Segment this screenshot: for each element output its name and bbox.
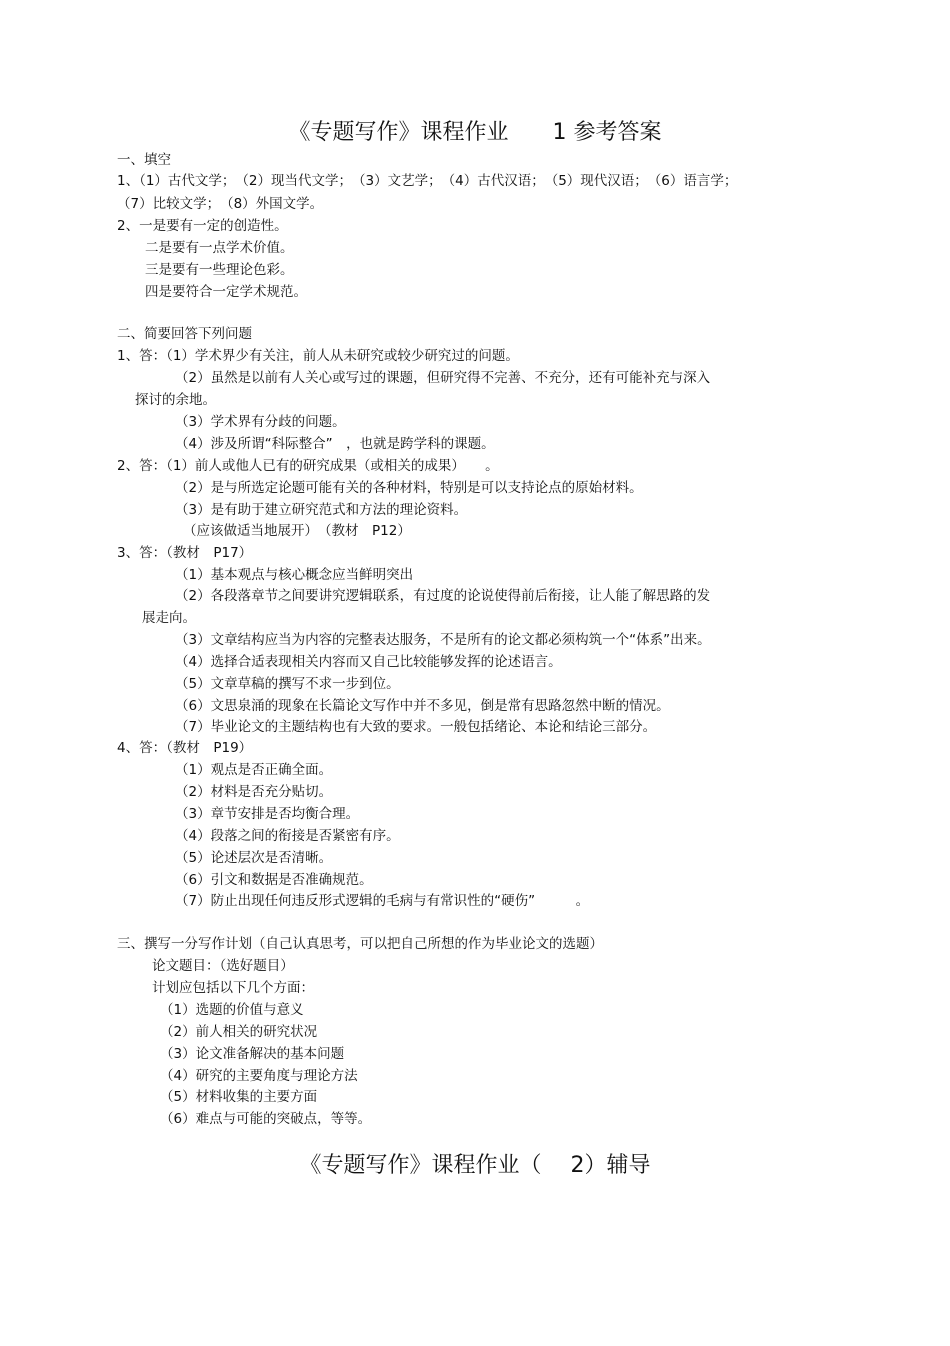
answer-3-line: （4）选择合适表现相关内容而又自己比较能够发挥的论述语言。 [175, 654, 562, 670]
answer-2-line: （2）是与所选定论题可能有关的各种材料，特别是可以支持论点的原始材料。 [175, 480, 643, 496]
second-document-title: 《专题写作》课程作业（ 2）辅导 [299, 1153, 651, 1178]
q2-answer-line-2: 二是要有一点学术价值。 [145, 240, 294, 256]
answer-1-line: 1、答：（1）学术界少有关注，前人从未研究或较少研究过的问题。 [117, 348, 519, 364]
answer-4-line: （7）防止出现任何违反形式逻辑的毛病与有常识性的“硬伤” 。 [175, 893, 590, 909]
answer-4-line: （2）材料是否充分贴切。 [175, 784, 333, 800]
answer-2-line: （应该做适当地展开） （教材 P12） [183, 523, 411, 539]
thesis-topic-line: 论文题目：（选好题目） [152, 958, 294, 974]
answer-4-line: 4、答：（教材 P19） [117, 740, 253, 756]
answer-3-line: （6）文思泉涌的现象在长篇论文写作中并不多见，倒是常有思路忽然中断的情况。 [175, 698, 670, 714]
answer-4-line: （1）观点是否正确全面。 [175, 762, 333, 778]
plan-item: （5）材料收集的主要方面 [160, 1089, 318, 1105]
plan-item: （6）难点与可能的突破点，等等。 [160, 1111, 372, 1127]
answer-3-line: （1）基本观点与核心概念应当鲜明突出 [175, 567, 414, 583]
plan-item: （3）论文准备解决的基本问题 [160, 1046, 345, 1062]
q2-answer-line-4: 四是要符合一定学术规范。 [145, 284, 307, 300]
plan-item: （1）选题的价值与意义 [160, 1002, 304, 1018]
answer-4-line: （3）章节安排是否均衡合理。 [175, 806, 360, 822]
answer-3-line: 3、答：（教材 P17） [117, 545, 253, 561]
q1-answer-line-2: （7）比较文学； （8）外国文学。 [117, 196, 324, 212]
answer-4-line: （6）引文和数据是否准确规范。 [175, 872, 373, 888]
section-3-heading: 三、撰写一分写作计划（自己认真思考，可以把自己所想的作为毕业论文的选题） [117, 936, 603, 952]
q2-answer-line-3: 三是要有一些理论色彩。 [145, 262, 294, 278]
answer-3-line: 展走向。 [142, 610, 196, 626]
answer-4-line: （5）论述层次是否清晰。 [175, 850, 333, 866]
answer-4-line: （4）段落之间的衔接是否紧密有序。 [175, 828, 400, 844]
answer-3-line: （5）文章草稿的撰写不求一步到位。 [175, 676, 400, 692]
plan-item: （4）研究的主要角度与理论方法 [160, 1068, 358, 1084]
answer-1-line: （4）涉及所谓“科际整合” ，也就是跨学科的课题。 [175, 436, 495, 452]
answer-1-line: （2）虽然是以前有人关心或写过的课题，但研究得不完善、不充分，还有可能补充与深入 [175, 370, 711, 386]
answer-2-line: （3）是有助于建立研究范式和方法的理论资料。 [175, 502, 468, 518]
answer-1-line: 探讨的余地。 [135, 392, 216, 408]
plan-item: （2）前人相关的研究状况 [160, 1024, 318, 1040]
answer-3-line: （3）文章结构应当为内容的完整表达服务，不是所有的论文都必须构筑一个“体系”出来。 [175, 632, 711, 648]
q2-answer-line-1: 2、一是要有一定的创造性。 [117, 218, 288, 234]
document-title: 《专题写作》课程作业 1 参考答案 [288, 120, 662, 145]
answer-1-line: （3）学术界有分歧的问题。 [175, 414, 346, 430]
q1-answer-line-1: 1、（1）古代文学； （2）现当代文学； （3）文艺学； （4）古代汉语； （5）现代汉语； （6）语言学； [117, 173, 738, 189]
section-1-heading: 一、填空 [117, 152, 171, 168]
section-2-heading: 二、简要回答下列问题 [117, 326, 252, 342]
answer-3-line: （7）毕业论文的主题结构也有大致的要求。一般包括绪论、本论和结论三部分。 [175, 719, 657, 735]
answer-3-line: （2）各段落章节之间要讲究逻辑联系，有过度的论说使得前后衔接，让人能了解思路的发 [175, 588, 711, 604]
plan-intro-line: 计划应包括以下几个方面： [152, 980, 314, 996]
answer-2-line: 2、答：（1）前人或他人已有的研究成果（或相关的成果） 。 [117, 458, 499, 474]
